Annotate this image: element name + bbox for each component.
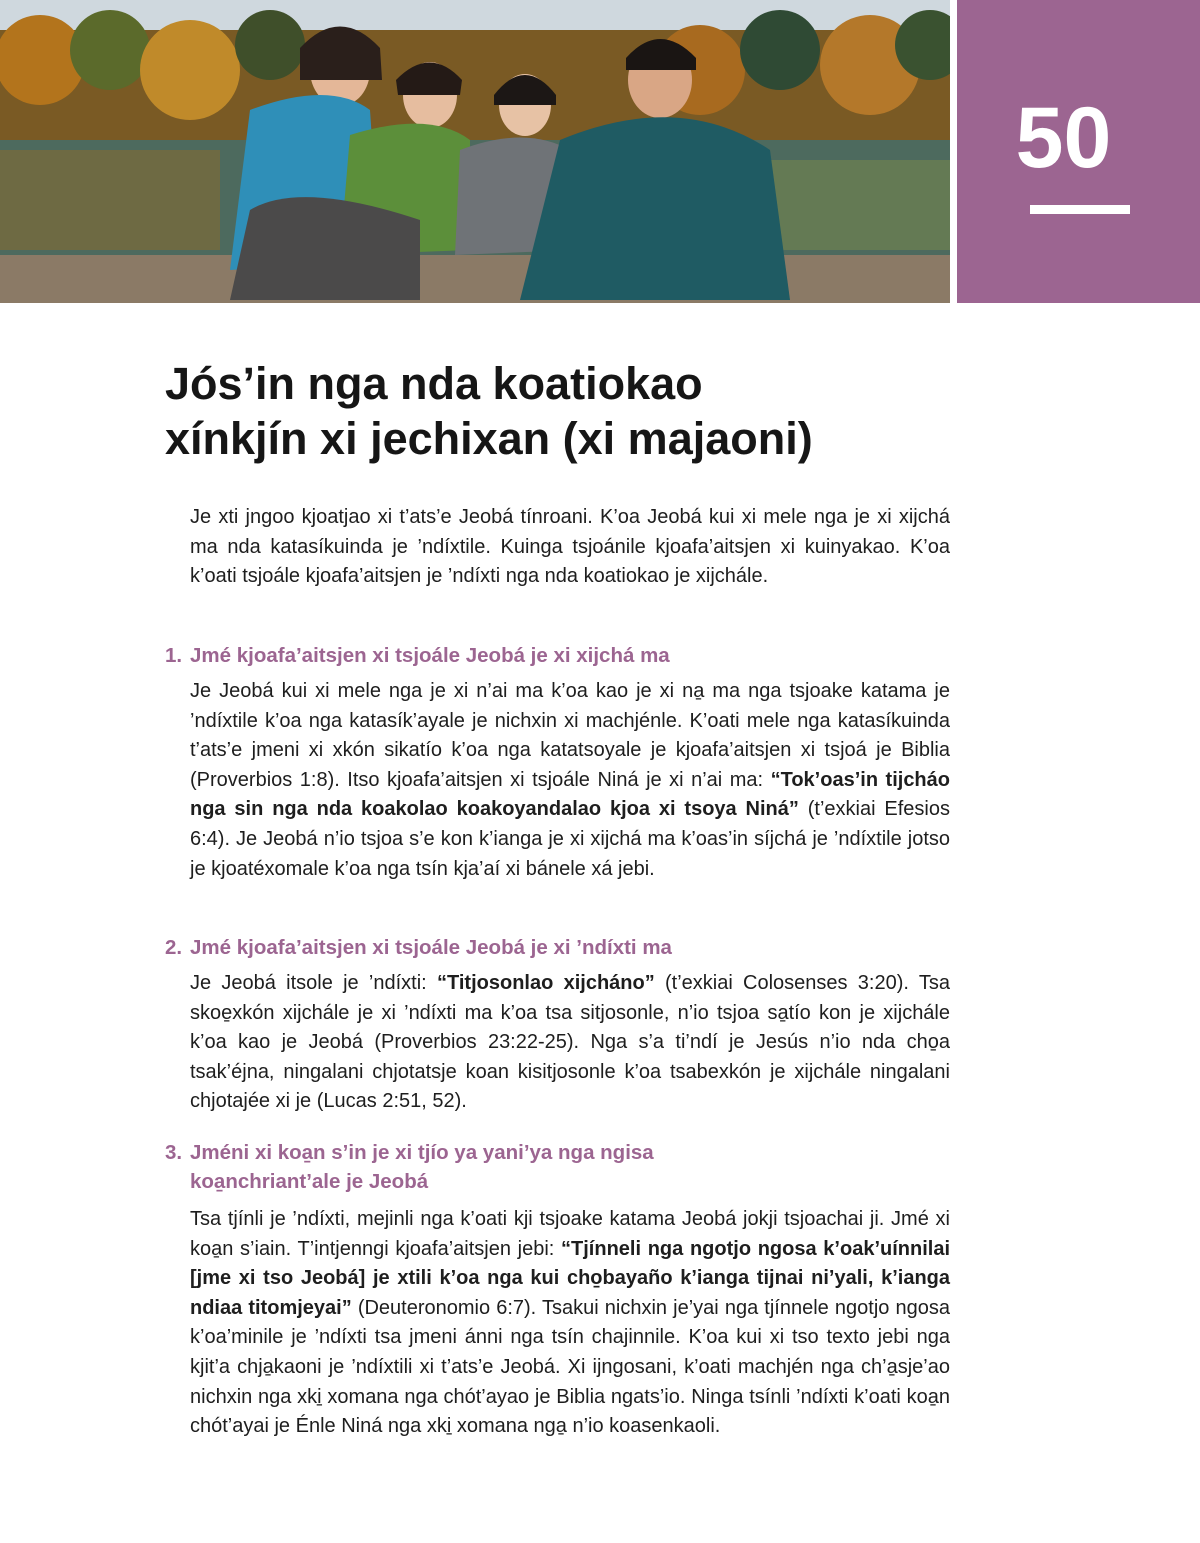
intro-paragraph: Je xti jngoo kjoatjao xi t’ats’e Jeobá tínroani. K’oa Jeobá kui xi mele nga je xi xijchá ma nda katasíkuinda je ’ndíxtile. Kuinga tsjoánile kjoafa’aitsjen xi kuinyakao. K’oa k’oati tsjoále kjoafa’aitsjen je ’ndíxti nga nda koatiokao je xijchále. bbox=[190, 506, 950, 588]
section-1-body bbox=[190, 677, 950, 884]
section-3-title: Jméni xi koa̱n s’in je xi tjío ya yani’ya nga ngisa bbox=[190, 1141, 654, 1164]
section-1-quote: “Tok’oas’in tijcháo nga sin nga nda koakolao koakoyandalao kjoa xi tsoya Niná” bbox=[190, 768, 950, 821]
section-2-number: 2. bbox=[165, 936, 183, 959]
page-title bbox=[165, 356, 965, 466]
section-3-body bbox=[190, 1205, 950, 1442]
section-3-text-a: Tsa tjínli je ’ndíxti, mejinli nga k’oati kji tsjoake katama Jeobá jokji tsjoachai ji. Jmé xi koa̱n s’iain. T’intjenngi kjoafa’aitsjen jebi: bbox=[190, 1208, 950, 1260]
section-2-title: Jmé kjoafa’aitsjen xi tsjoále Jeobá je xi ’ndíxti ma bbox=[190, 936, 672, 959]
section-2-text-a: Je Jeobá itsole je ’ndíxti: bbox=[190, 972, 438, 994]
title-line-2: xínkjín xi jechixan (xi majaoni) bbox=[165, 413, 813, 464]
lesson-number: 50 bbox=[1015, 90, 1112, 186]
section-3-text-b: (Deuteronomio 6:7). Tsakui nichxin je’yai nga tjínnele ngotjo ngosa k’oa’minile je ’ndíxti tsa jmeni ánni nga tsín chajinnile. K’oa kui xi tso texto jebi nga kjit’a chja̱kaoni je ’ndíxtili xi t’ats’e Jeobá. Xi ijngosani, k’oati machjén nga ch’a̱sje’ao nichxin nga xki̱ xomana nga chót’ayao je Biblia ngats’io. Ninga tsínli ’ndíxti k’oati koa̱n chót’ayai je Énle Niná nga xki̱ xomana nga̱ n’io koasenkaoli. bbox=[190, 1296, 951, 1438]
title-line-1: Jós’in nga nda koatiokao bbox=[165, 358, 703, 409]
lesson-number-badge bbox=[957, 0, 1200, 303]
section-1-number: 1. bbox=[165, 644, 183, 667]
section-1-text-a: Je Jeobá kui xi mele nga je xi n’ai ma k’oa kao je xi na̱ ma nga tsjoake katama je ’ndíxtile k’oa nga katasík’ayale je nichxin xi machjénle. K’oati mele nga katasíkuinda t’ats’e jmeni xi xkón sikatío k’oa nga katatsoyale je kjoafa’aitsjen xi tsjoá je Biblia (Proverbios 1:8). Itso kjoafa’aitsjen xi tsjoále Niná je xi n’ai ma: bbox=[190, 680, 950, 791]
section-3-quote: “Tjínneli nga ngotjo ngosa k’oak’uínnilai [jme xi tso Jeobá] je xtili k’oa nga kui cho̱bayaño k’ianga tijnai ni’yali, k’ianga ndiaa titomjeyai” bbox=[190, 1237, 950, 1319]
section-2-quote: “Titjosonlao xijcháno” bbox=[437, 972, 655, 994]
family-photo-illustration bbox=[0, 0, 950, 303]
section-2-heading bbox=[165, 933, 965, 962]
section-2-body bbox=[190, 969, 950, 1117]
hero-photo bbox=[0, 0, 950, 303]
section-2-text-b: (t’exkiai Colosenses 3:20). Tsa skoe̱xkón xijchále je xi ’ndíxti ma k’oa tsa sitjosonle, n’io tsjoa sa̱tío kon je xijchále k’oa kao je Jeobá (Proverbios 23:22-25). Nga s’a ti’ndí je Jesús n’io nda cho̱a tsak’éjna, ningalani chjotatsje koan kisitjosonle k’oa tsabexkón je xijchále ningalani chjotajée xi je (Lucas 2:51, 52). bbox=[190, 972, 950, 1113]
section-3-heading bbox=[165, 1138, 965, 1196]
section-1-title: Jmé kjoafa’aitsjen xi tsjoále Jeobá je xi xijchá ma bbox=[190, 644, 670, 667]
section-1-text-b: (t’exkiai Efesios 6:4). Je Jeobá n’io tsjoa s’e kon k’ianga je xi xijchá ma k’oas’in síjchá je ’ndíxtile jotso je kjoatéxomale k’oa nga tsín kja’aí xi bánele xá jebi. bbox=[190, 798, 950, 880]
badge-underline bbox=[1030, 205, 1130, 214]
section-3-number: 3. bbox=[165, 1141, 183, 1164]
section-1-heading bbox=[165, 641, 965, 670]
section-3-title-cont: koa̱nchriant’ale je Jeobá bbox=[190, 1170, 429, 1193]
